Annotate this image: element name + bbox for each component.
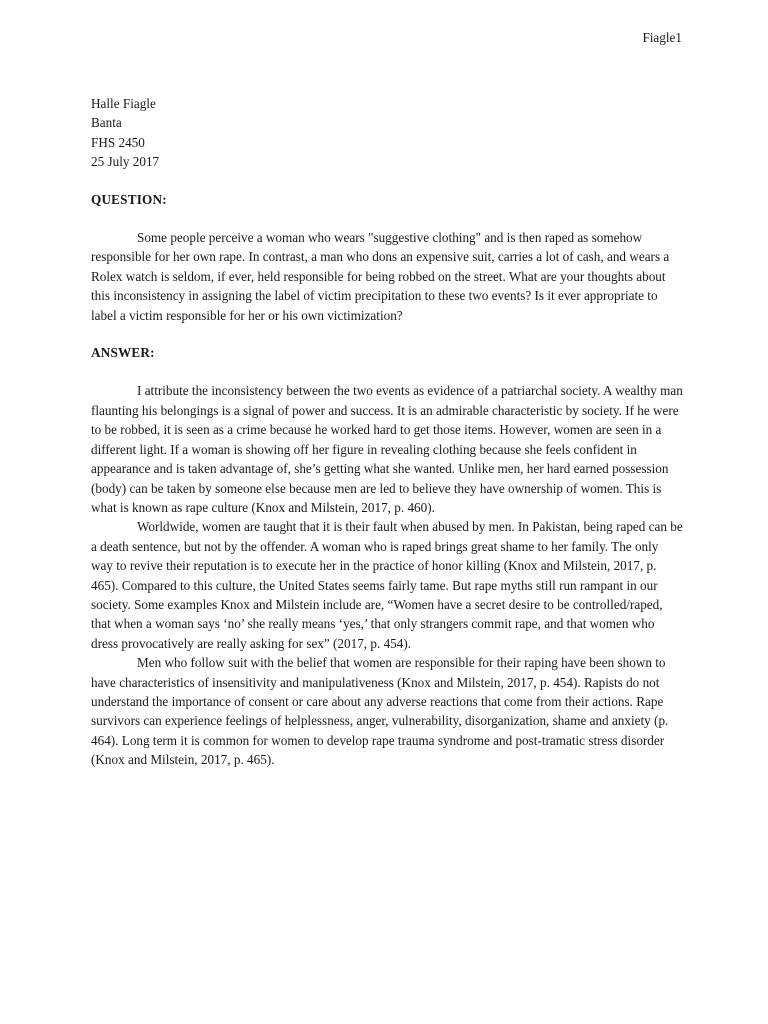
spacer xyxy=(91,362,683,381)
question-label: QUESTION: xyxy=(91,191,167,207)
answer-label: ANSWER: xyxy=(91,345,155,361)
course-number: FHS 2450 xyxy=(91,134,145,150)
document-body xyxy=(91,94,683,770)
author-name: Halle Fiagle xyxy=(91,96,156,111)
running-head: Fiagle1 xyxy=(642,30,682,45)
spacer xyxy=(91,209,683,228)
instructor-name: Banta xyxy=(91,115,122,131)
question-text: Some people perceive a woman who wears "suggestive clothing" and is then raped as somehow responsible for her own rape. In contrast, a man who dons an expensive suit, carries a lot of cash, and wears a Rolex watch is seldom, if ever, held responsible for being robbed on the street. What are your thoughts about this inconsistency in assigning the label of victim precipitation to these two events? Is it ever appropriate to label a victim responsible for her or his own victimization? xyxy=(91,230,670,323)
answer-paragraph-2: Worldwide, women are taught that it is their fault when abused by men. In Pakistan, being raped can be a death sentence, but not by the offender. A woman who is raped brings great shame to her family. The only way to revive their reputation is to execute her in the practice of honor killing (Knox and Milstein, 2017, p. 465). Compared to this culture, the United States seems fairly tame. But rape myths still run rampant in our society. Some examples Knox and Milstein include are, “Women have a secret desire to be controlled/raped, that when a woman says ‘no’ she really means ‘yes,’ that only strangers commit rape, and that women who dress provocatively are really asking for sex” (2017, p. 454). xyxy=(91,519,683,651)
answer-paragraph-3: Men who follow suit with the belief that women are responsible for their raping have been shown to have characteristics of insensitivity and manipulativeness (Knox and Milstein, 2017, p. 454). Rapists do not understand the importance of consent or care about any adverse reactions that come from their actions. Rape survivors can experience feelings of helplessness, anger, vulnerability, disorganization, shame and anxiety (p. 464). Long term it is common for women to develop rape trauma syndrome and post-tramatic stress disorder (Knox and Milstein, 2017, p. 465). xyxy=(91,655,669,768)
date: 25 July 2017 xyxy=(91,154,160,170)
heading-block xyxy=(91,94,683,172)
answer-paragraph-1: I attribute the inconsistency between the two events as evidence of a patriarchal society. A wealthy man flaunting his belongings is a signal of power and success. It is an admirable characteristic by society. If he were to be robbed, it is seen as a crime because he worked hard to get those items. However, women are seen in a different light. If a woman is showing off her figure in revealing clothing because she feels confident in appearance and is taken advantage of, she’s getting what she wanted. Unlike men, her hard earned possession (body) can be taken by someone else because men are led to believe they have ownership of women. This is what is known as rape culture (Knox and Milstein, 2017, p. 460). xyxy=(91,383,683,515)
